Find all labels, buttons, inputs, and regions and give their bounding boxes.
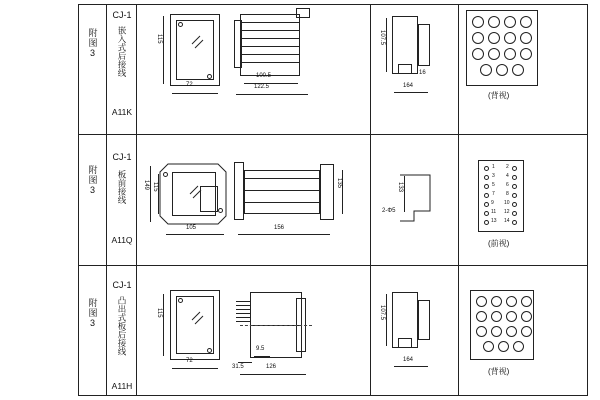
dim-100-5: 100.5 [256, 73, 272, 79]
column-divider-side [370, 4, 371, 396]
terminal-number: 3 [492, 173, 495, 179]
dim-line [236, 94, 308, 95]
terminal-number: 1 [492, 164, 495, 170]
dim-164: 164 [403, 83, 414, 89]
dim-line [238, 234, 330, 235]
section-body [244, 170, 320, 214]
row-1-mount-name: 嵌入式后接线 [117, 26, 127, 77]
dim-line [158, 174, 159, 214]
dim-2-phi5: 2-Φ5 [382, 208, 396, 214]
centerline [240, 325, 312, 326]
section-pins [236, 298, 250, 322]
dim-line [240, 374, 306, 375]
dim-line [172, 93, 218, 94]
dim-16: 16 [419, 70, 426, 76]
terminal-number: 13 [491, 218, 497, 224]
row-1-model: CJ-1 [112, 10, 132, 20]
terminal-number: 4 [506, 173, 509, 179]
dim-156: 156 [274, 225, 285, 231]
terminal-number: 5 [492, 182, 495, 188]
terminal-number: 2 [506, 164, 509, 170]
row-3-code: A11H [111, 381, 133, 391]
dim-72: 72 [186, 82, 193, 88]
terminal-number: 11 [491, 209, 497, 215]
side-flange [418, 300, 430, 340]
dim-line [394, 92, 428, 93]
section-line [240, 22, 300, 23]
dim-72: 72 [186, 358, 193, 364]
dim-115: 115 [156, 34, 162, 44]
section-line [240, 54, 300, 55]
dim-line [254, 356, 270, 357]
dim-115: 115 [156, 308, 162, 318]
row-1-view-caption: (背视) [488, 91, 510, 100]
dim-line [238, 362, 252, 363]
dim-126: 126 [266, 364, 277, 370]
row-2-figure-label: 附图3 [87, 165, 98, 196]
front-terminal-block [200, 186, 218, 212]
dim-122-5: 122.5 [254, 84, 270, 90]
dim-line [342, 170, 343, 214]
row-divider-2 [78, 265, 588, 266]
terminal-number: 9 [491, 200, 494, 206]
dim-line [163, 294, 164, 356]
section-body [240, 14, 300, 76]
side-foot [398, 64, 412, 74]
side-flange [418, 24, 430, 66]
row-divider-1 [78, 134, 588, 135]
dim-149: 149 [143, 180, 149, 191]
dim-105: 105 [186, 225, 197, 231]
side-foot [398, 338, 412, 348]
dim-135: 135 [336, 178, 342, 189]
section-flange [234, 162, 244, 220]
terminal-number: 14 [504, 218, 510, 224]
section-line [240, 62, 300, 63]
row-2-model: CJ-1 [112, 152, 132, 162]
dim-line [244, 83, 298, 84]
dim-107-5: 107.5 [379, 30, 385, 46]
section-flange [234, 20, 242, 68]
terminal-number: 12 [504, 209, 510, 215]
dim-164: 164 [403, 357, 414, 363]
dim-133: 133 [397, 182, 403, 193]
dim-line [394, 366, 428, 367]
column-divider-terminal [458, 4, 459, 396]
row-2-code: A11Q [111, 235, 133, 245]
section-line [240, 30, 300, 31]
dim-9-5: 9.5 [256, 346, 265, 352]
dim-115: 115 [152, 182, 158, 192]
row-2-mount-name: 板前接线 [117, 170, 127, 204]
dim-line [150, 166, 151, 222]
terminal-number: 10 [504, 200, 510, 206]
dim-line [404, 176, 405, 212]
row-3-view-caption: (背视) [488, 367, 510, 376]
dim-107-5: 107.5 [379, 305, 385, 321]
section-line [240, 46, 300, 47]
section-line [240, 38, 300, 39]
dim-line [172, 368, 218, 369]
dim-line [163, 16, 164, 84]
front-diagonal-marks [170, 290, 220, 360]
terminal-number: 8 [506, 191, 509, 197]
dim-line [386, 18, 387, 72]
row-2-view-caption: (前视) [488, 239, 510, 248]
section-tab [296, 8, 310, 18]
dim-31-5: 31.5 [232, 364, 244, 370]
row-1-figure-label: 附图3 [87, 28, 98, 59]
row-3-model: CJ-1 [112, 280, 132, 290]
terminal-number: 6 [506, 182, 509, 188]
row-3-figure-label: 附图3 [87, 298, 98, 329]
section-cover [320, 164, 334, 220]
side-bracket-outline [390, 165, 450, 235]
terminal-number: 7 [492, 191, 495, 197]
dim-line [386, 294, 387, 346]
front-diagonal-marks [170, 14, 220, 86]
row-1-code: A11K [111, 107, 133, 117]
dim-line [166, 234, 224, 235]
row-3-mount-name: 凸出式板后接线 [117, 296, 127, 356]
